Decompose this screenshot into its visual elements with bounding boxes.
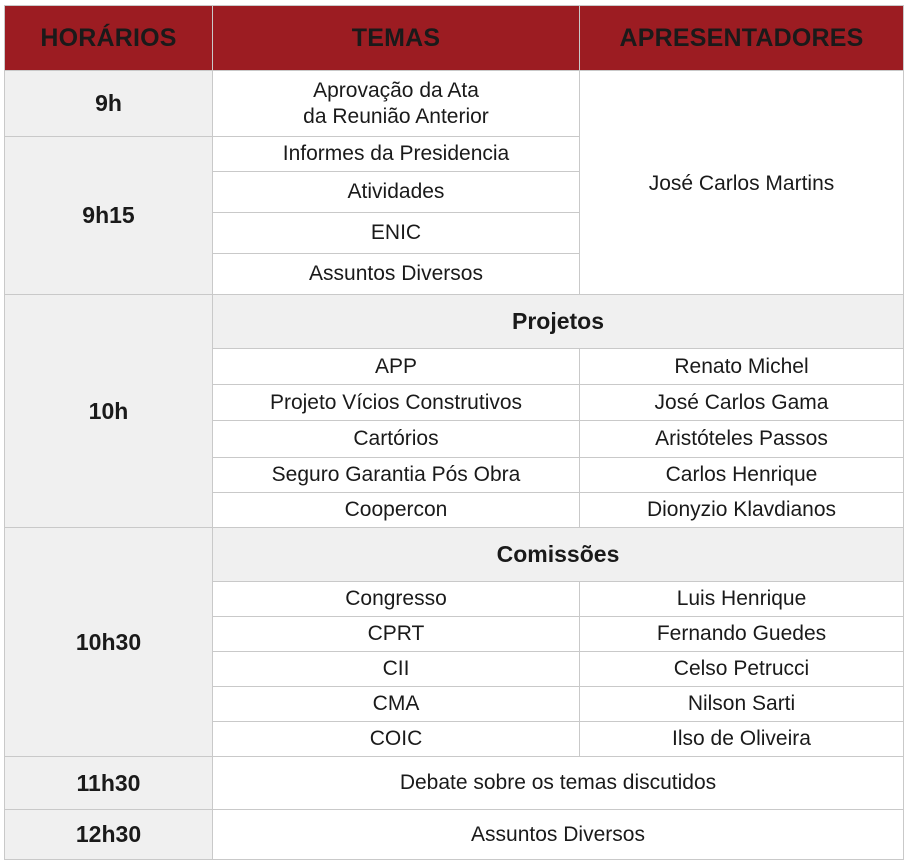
- topic-atividades: Atividades: [213, 172, 580, 213]
- topic-aprovacao-ata-line2: da Reunião Anterior: [303, 104, 489, 128]
- presenter-jose-carlos-gama: José Carlos Gama: [580, 385, 904, 421]
- table-row: [5, 528, 904, 582]
- agenda-table: [4, 5, 904, 860]
- presenter-celso-petrucci: Celso Petrucci: [580, 652, 904, 687]
- presenter-fernando-guedes: Fernando Guedes: [580, 617, 904, 652]
- time-10h: 10h: [5, 295, 213, 528]
- topic-aprovacao-ata: [213, 71, 580, 137]
- presenter-aristoteles-passos: Aristóteles Passos: [580, 421, 904, 458]
- topic-cma: CMA: [213, 687, 580, 722]
- presenter-nilson-sarti: Nilson Sarti: [580, 687, 904, 722]
- topic-informes: Informes da Presidencia: [213, 137, 580, 172]
- presenter-jose-carlos-martins-label: José Carlos Martins: [648, 172, 835, 195]
- topic-cii: CII: [213, 652, 580, 687]
- header-horarios: HORÁRIOS: [5, 6, 213, 71]
- topic-debate: Debate sobre os temas discutidos: [213, 757, 904, 810]
- time-12h30: 12h30: [5, 810, 213, 860]
- header-temas: TEMAS: [213, 6, 580, 71]
- topic-aprovacao-ata-line1: Aprovação da Ata: [313, 78, 479, 102]
- topic-app: APP: [213, 349, 580, 385]
- table-row: [5, 71, 904, 137]
- time-10h30: 10h30: [5, 528, 213, 757]
- topic-coic: COIC: [213, 722, 580, 757]
- topic-cprt: CPRT: [213, 617, 580, 652]
- presenter-ilso-de-oliveira: Ilso de Oliveira: [580, 722, 904, 757]
- topic-coopercon: Coopercon: [213, 493, 580, 528]
- table-row: [5, 810, 904, 860]
- topic-congresso: Congresso: [213, 582, 580, 617]
- presenter-dionyzio-klavdianos: Dionyzio Klavdianos: [580, 493, 904, 528]
- table-row: [5, 757, 904, 810]
- topic-assuntos-diversos: Assuntos Diversos: [213, 254, 580, 295]
- presenter-renato-michel: Renato Michel: [580, 349, 904, 385]
- table-row: [5, 295, 904, 349]
- topic-vicios-construtivos: Projeto Vícios Construtivos: [213, 385, 580, 421]
- time-9h15: 9h15: [5, 137, 213, 295]
- header-apresentadores: APRESENTADORES: [580, 6, 904, 71]
- topic-enic: ENIC: [213, 213, 580, 254]
- section-title-projetos: Projetos: [213, 295, 904, 349]
- presenter-jose-carlos-martins: [580, 71, 904, 295]
- presenter-carlos-henrique: Carlos Henrique: [580, 458, 904, 493]
- time-9h: 9h: [5, 71, 213, 137]
- topic-assuntos-diversos-final: Assuntos Diversos: [213, 810, 904, 860]
- time-11h30: 11h30: [5, 757, 213, 810]
- topic-seguro-garantia: Seguro Garantia Pós Obra: [213, 458, 580, 493]
- section-title-comissoes: Comissões: [213, 528, 904, 582]
- presenter-luis-henrique: Luis Henrique: [580, 582, 904, 617]
- topic-cartorios: Cartórios: [213, 421, 580, 458]
- header-row: [5, 6, 904, 71]
